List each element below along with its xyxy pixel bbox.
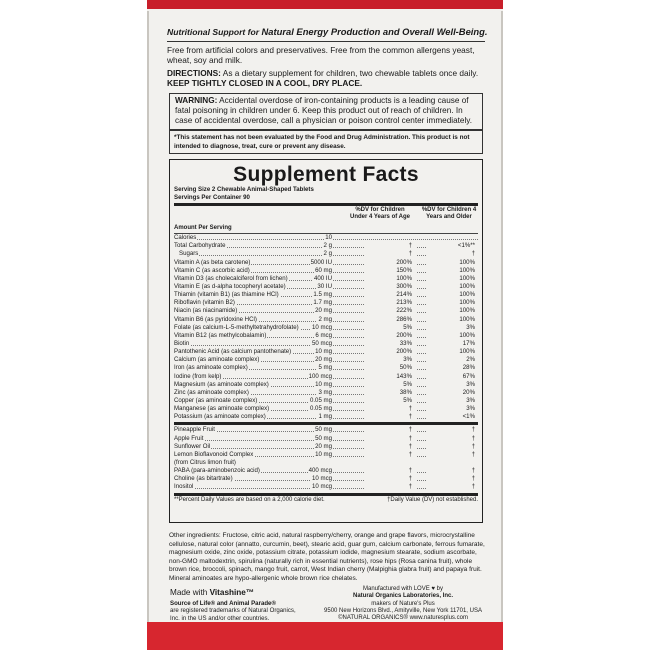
nutrient-amount: 2 g (323, 250, 332, 258)
nutrient-amount: 100 mcg (308, 372, 332, 380)
dv-under4: 3% (364, 356, 416, 364)
warning-label: WARNING: (175, 96, 218, 105)
other-ingredient-rows (174, 426, 478, 491)
nutrient-name: Vitamin B12 (as methylcobalamin) (174, 331, 267, 339)
facts-column-header (174, 206, 478, 233)
facts-row (174, 275, 478, 283)
facts-row (174, 299, 478, 307)
nutrient-name: Total Carbohydrate (174, 242, 226, 250)
nutrient-amount: 60 mg (315, 266, 332, 274)
dv-under4: 150% (364, 267, 416, 275)
nutrient-amount: 0.05 mg (309, 405, 332, 413)
storage-text: KEEP TIGHTLY CLOSED IN A COOL, DRY PLACE. (167, 78, 363, 89)
nutrient-name: Pantothenic Acid (as calcium pantothenate) (174, 348, 292, 356)
facts-row (174, 291, 478, 299)
footnote-dv: **Percent Daily Values are based on a 2,000 calorie diet. (174, 496, 325, 503)
trademarks-text: are registered trademarks of Natural Organics, Inc. in the US and/or other countries. (170, 607, 296, 622)
red-bottom-flap (147, 622, 503, 650)
manufactured-with: Manufactured with LOVE ♥ by (363, 586, 443, 592)
dv-4plus: 3% (426, 405, 478, 413)
facts-row (174, 356, 478, 364)
servings-per-container: Servings Per Container 90 (174, 193, 250, 201)
dv-under4: 50% (364, 364, 416, 372)
directions-label: DIRECTIONS: (167, 68, 221, 78)
dv-under4: 143% (364, 373, 416, 381)
headline (167, 26, 488, 37)
nutrient-amount: 3 mg (318, 388, 332, 396)
dv-under4: † (364, 483, 416, 491)
directions-text: As a dietary supplement for children, two chewable tablets once daily. (220, 68, 479, 78)
dv-under4: 286% (364, 316, 416, 324)
nutrient-name: PABA (para-aminobenzoic acid) (174, 467, 260, 475)
trademarks-bold: Source of Life® and Animal Parade® (170, 600, 276, 607)
nutrient-amount: 2 mg (318, 315, 332, 323)
dv-under4: † (364, 413, 416, 421)
nutrient-amount: 20 mg (315, 442, 332, 450)
dv-4plus: 100% (426, 283, 478, 291)
vitashine-label: Vitashine™ (209, 588, 255, 597)
dv-4plus: 2% (426, 356, 478, 364)
facts-row (174, 405, 478, 413)
nutrient-name: Manganese (as aminoate complex) (174, 405, 270, 413)
supplement-facts-panel (169, 159, 483, 523)
dv-under4: † (364, 451, 416, 459)
dv-4plus: † (426, 426, 478, 434)
dv-4plus: 3% (426, 324, 478, 332)
dv-under4: † (364, 435, 416, 443)
nutrient-name: Potassium (as aminoate complex) (174, 413, 266, 421)
label-panel (147, 11, 503, 622)
dv-under4: 33% (364, 340, 416, 348)
facts-row (174, 332, 478, 340)
nutrient-name: Zinc (as aminoate complex) (174, 388, 249, 396)
dv-under4: 200% (364, 348, 416, 356)
nutrient-name: Niacin (as niacinamide) (174, 307, 238, 315)
dv-under4: 38% (364, 389, 416, 397)
nutrient-name: Copper (as aminoate complex) (174, 397, 258, 404)
directions (167, 68, 485, 88)
dv-under4: † (364, 242, 416, 250)
nutrient-name: Thiamin (vitamin B1) (as thiamine HCl) (174, 291, 279, 299)
nutrient-name: Vitamin C (as ascorbic acid) (174, 266, 250, 274)
address-line: 9500 New Horizons Blvd., Amityville, New York 11701, USA (324, 607, 482, 614)
facts-row (174, 242, 478, 250)
nutrient-name: Pineapple Fruit (174, 426, 215, 434)
facts-row (174, 467, 478, 475)
dv-4plus: † (426, 467, 478, 475)
amount-per-serving: Amount Per Serving (174, 225, 232, 232)
facts-row (174, 259, 478, 267)
nutrient-amount: 1.7 mg (313, 299, 332, 307)
dv-4plus: † (426, 451, 478, 459)
nutrient-amount: 10 mg (315, 380, 332, 388)
dv-4plus: 100% (426, 275, 478, 283)
nutrient-amount: 2 g (323, 242, 332, 250)
facts-row (174, 348, 478, 356)
nutrient-amount: 10 mcg (312, 475, 332, 483)
warning-text: Accidental overdose of iron-containing products is a leading cause of fatal poisoning in children under 6. Keep this product out of reach of children. In case of accidental overdose, call a physician or poison control center immediately. (175, 96, 473, 126)
facts-row (174, 459, 478, 467)
dv-4plus: <1%** (426, 242, 478, 250)
made-with-label: Made with (170, 588, 210, 597)
col-4plus-header: %DV for Children 4 Years and Older (421, 207, 477, 221)
dv-4plus: 100% (426, 267, 478, 275)
nutrient-amount: 10 (325, 234, 332, 242)
dv-4plus: 100% (426, 299, 478, 307)
company-name: Natural Organics Laboratories, Inc. (352, 593, 454, 600)
nutrient-name: Biotin (174, 340, 190, 348)
facts-row (174, 267, 478, 275)
nutrient-amount: 0.05 mg (309, 397, 332, 404)
nutrient-amount: 6 mcg (315, 331, 332, 339)
dv-4plus: 100% (426, 259, 478, 267)
dv-under4: 200% (364, 259, 416, 267)
dv-4plus: 3% (426, 381, 478, 389)
dv-4plus: 3% (426, 397, 478, 405)
dv-under4: † (364, 250, 416, 258)
nutrient-name: Calories (174, 234, 197, 242)
dv-4plus: † (426, 443, 478, 451)
nutrient-amount: 1 mg (318, 413, 332, 421)
nutrient-name: Vitamin A (as beta carotene) (174, 258, 251, 266)
dv-under4: † (364, 475, 416, 483)
nutrient-name: Iodine (from kelp) (174, 372, 222, 380)
supplement-facts-title: Supplement Facts (233, 163, 419, 186)
makers-line: makers of Nature's Plus (371, 600, 435, 607)
facts-row (174, 426, 478, 434)
nutrient-amount: 30 IU (317, 283, 332, 291)
nutrient-amount: 1.5 mg (313, 291, 332, 299)
dv-under4: 300% (364, 283, 416, 291)
nutrient-name: Calcium (as aminoate complex) (174, 356, 260, 364)
facts-row (174, 451, 478, 459)
facts-row (174, 381, 478, 389)
nutrient-name: Vitamin B6 (as pyridoxine HCl) (174, 315, 257, 323)
nutrient-name: Magnesium (as aminoate complex) (174, 380, 269, 388)
facts-footnotes (174, 496, 478, 504)
nutrient-amount: 10 mg (315, 450, 332, 458)
nutrient-amount: 50 mcg (312, 340, 332, 348)
facts-row (174, 435, 478, 443)
free-from-text: Free from artificial colors and preservatives. Free from the common allergens yeast, wheat, soy and milk. (167, 45, 475, 66)
nutrient-name: (from Citrus limon fruit) (174, 458, 236, 466)
facts-row (174, 483, 478, 491)
facts-row (174, 324, 478, 332)
col-under4-header: %DV for Children Under 4 Years of Age (349, 207, 411, 221)
nutrient-amount: 10 mcg (312, 483, 332, 491)
nutrient-name: Sugars (174, 250, 199, 258)
dv-under4: † (364, 405, 416, 413)
nutrient-amount: 400 mcg (308, 467, 332, 475)
dv-4plus: 67% (426, 373, 478, 381)
dv-4plus: 100% (426, 291, 478, 299)
nutrient-amount: 50 mg (315, 426, 332, 434)
dv-under4: 222% (364, 307, 416, 315)
divider (167, 41, 485, 42)
thick-rule-2 (174, 422, 478, 425)
nutrient-name: Vitamin D3 (as cholecalciferol from lichen) (174, 274, 288, 282)
facts-row (174, 443, 478, 451)
facts-row (174, 283, 478, 291)
dv-4plus: 17% (426, 340, 478, 348)
dv-4plus: † (426, 250, 478, 258)
dv-under4: 5% (364, 324, 416, 332)
facts-row (174, 364, 478, 372)
facts-row (174, 316, 478, 324)
nutrient-name: Iron (as aminoate complex) (174, 364, 248, 372)
footnote-dagger: †Daily Value (DV) not established. (387, 496, 478, 503)
dv-under4: 5% (364, 381, 416, 389)
facts-row (174, 389, 478, 397)
headline-prefix: Nutritional Support for (167, 27, 262, 37)
serving-size: Serving Size 2 Chewable Animal-Shaped Tablets (174, 186, 314, 193)
nutrient-name: Riboflavin (vitamin B2) (174, 299, 235, 307)
nutrient-amount: 10 mg (315, 348, 332, 356)
dv-4plus: † (426, 483, 478, 491)
nutrient-name: Folate (as calcium-L-5-methyltetrahydrofolate) (174, 323, 299, 331)
fda-disclaimer: *This statement has not been evaluated by the Food and Drug Administration. This product is not intended to diagnose, treat, cure or prevent any disease. (169, 130, 483, 154)
dv-under4: † (364, 467, 416, 475)
nutrient-amount: 5000 IU (310, 258, 332, 266)
dv-4plus: 100% (426, 332, 478, 340)
dv-4plus: 28% (426, 364, 478, 372)
facts-row (174, 475, 478, 483)
dv-4plus: † (426, 475, 478, 483)
trademark-block (170, 587, 300, 622)
nutrient-amount: 400 IU (314, 274, 332, 282)
nutrient-name: Lemon Bioflavonoid Complex (174, 450, 254, 458)
nutrient-amount: 50 mg (315, 434, 332, 442)
dv-under4: † (364, 426, 416, 434)
facts-row (174, 373, 478, 381)
dv-4plus: 20% (426, 389, 478, 397)
nutrient-amount: 5 mg (318, 364, 332, 372)
dv-4plus: <1% (426, 413, 478, 421)
facts-row (174, 397, 478, 405)
dv-4plus: 100% (426, 316, 478, 324)
facts-row (174, 234, 478, 242)
nutrient-name: Choline (as bitartrate) (174, 475, 233, 483)
nutrient-name: Inositol (174, 483, 194, 491)
dv-under4: 100% (364, 275, 416, 283)
nutrient-name: Apple Fruit (174, 434, 204, 442)
nutrient-name: Vitamin E (as d-alpha tocopheryl acetate) (174, 283, 286, 291)
dv-under4: 200% (364, 332, 416, 340)
nutrient-amount: 10 mcg (312, 323, 332, 331)
dv-under4: 214% (364, 291, 416, 299)
dv-under4: † (364, 443, 416, 451)
nutrient-amount: 20 mg (315, 356, 332, 364)
dv-4plus: 100% (426, 348, 478, 356)
nutrient-amount: 20 mg (315, 307, 332, 315)
dv-4plus: 100% (426, 307, 478, 315)
dv-under4: 5% (364, 397, 416, 405)
facts-row (174, 250, 478, 258)
other-ingredients: Other ingredients: Fructose, citric acid, natural raspberry/cherry, orange and grape flavors, microcrystalline cellulose, natural color (annatto, curcumin, beet), stearic acid, guar gum, calcium carbonate, ferrous fumarate, magnesium oxide, zinc oxide, potassium citrate, potassium iodide, magnesium stearate, sodium ascorbate, non-GMO maltodextrin, spirulina (naturally rich in essential nutrients), rose hips (Rosa canina fruit), whole brown rice, broccoli, spinach, mango fruit, carrot, West Indian cherry (Malpighia glabra fruit) and papaya fruit. Mineral aminoates are hypo-allergenic whole brown rice chelates. (169, 532, 485, 582)
dv-4plus: † (426, 435, 478, 443)
copyright-line: ©NATURAL ORGANICS® www.naturesplus.com (338, 615, 468, 622)
headline-main: Natural Energy Production and Overall Well-Being. (261, 26, 488, 37)
dv-under4: 213% (364, 299, 416, 307)
facts-row (174, 413, 478, 421)
facts-row (174, 307, 478, 315)
facts-row (174, 340, 478, 348)
nutrient-name: Sunflower Oil (174, 442, 211, 450)
warning-box (169, 93, 483, 130)
nutrient-rows (174, 234, 478, 421)
